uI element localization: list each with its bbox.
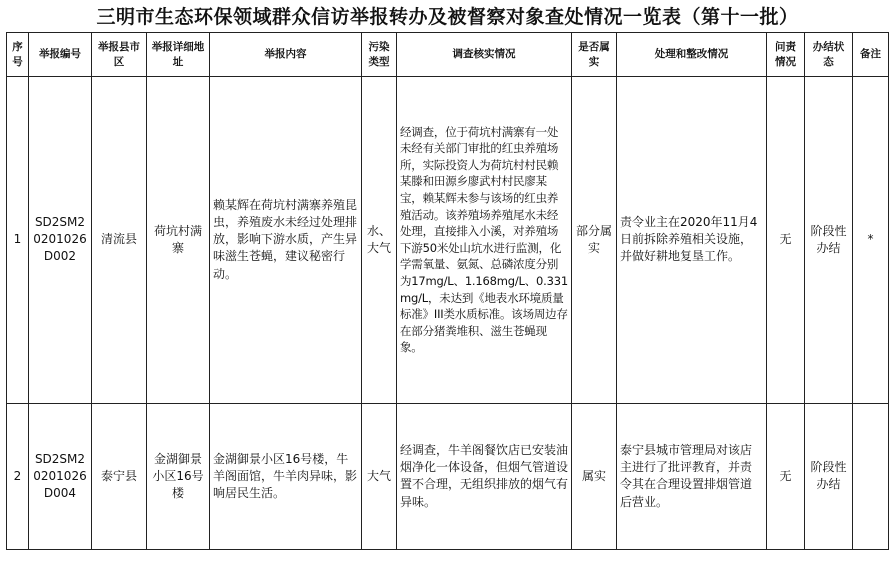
cell-handling: 责令业主在2020年11月4日前拆除养殖相关设施，并做好耕地复垦工作。 [617,77,767,404]
table-row [7,403,889,549]
cell-pollution: 水、大气 [362,77,397,404]
header-county: 举报县市区 [92,33,147,77]
cell-accountability: 无 [767,403,805,549]
header-investigation: 调查核实情况 [397,33,572,77]
header-status: 办结状态 [805,33,853,77]
report-table [6,32,889,550]
header-seq: 序号 [7,33,29,77]
cell-remark [853,403,889,549]
cell-report-no: SD2SM20201026D002 [29,77,92,404]
header-content: 举报内容 [210,33,362,77]
cell-status: 阶段性办结 [805,77,853,404]
document-title: 三明市生态环保领域群众信访举报转办及被督察对象查处情况一览表（第十一批） [96,6,799,28]
cell-handling: 泰宁县城市管理局对该店主进行了批评教育，并责令其在合理设置排烟管道后营业。 [617,403,767,549]
cell-investigation: 经调查，牛羊阁餐饮店已安装油烟净化一体设备，但烟气管道设置不合理，无组织排放的烟气有异味。 [397,403,572,549]
cell-address: 金湖御景小区16号楼 [147,403,210,549]
cell-remark: * [853,77,889,404]
header-pollution: 污染类型 [362,33,397,77]
table-header-row [7,33,889,77]
cell-content: 金湖御景小区16号楼，牛羊阁面馆，牛羊肉异味，影响居民生活。 [210,403,362,549]
header-address: 举报详细地址 [147,33,210,77]
header-verified: 是否属实 [572,33,617,77]
cell-status: 阶段性办结 [805,403,853,549]
header-accountability: 问责情况 [767,33,805,77]
cell-investigation: 经调查，位于荷坑村满寨有一处未经有关部门审批的红虫养殖场所，实际投资人为荷坑村村民赖某滕和田源乡廖武村村民廖某宝，赖某辉未参与该场的红虫养殖活动。该养殖场养殖尾水未经处理，直接排入小溪，对养殖场下游50米处山坑水进行监测，化学需氧量、氨氮、总磷浓度分别为17mg/L、1.168mg/L、0.331mg/L，未达到《地表水环境质量标准》III类水质标准。该场周边存在部分猪粪堆积、滋生苍蝇现象。 [397,77,572,404]
table-row [7,77,889,404]
header-handling: 处理和整改情况 [617,33,767,77]
cell-report-no: SD2SM20201026D004 [29,403,92,549]
cell-address: 荷坑村满寨 [147,77,210,404]
cell-content: 赖某辉在荷坑村满寨养殖昆虫，养殖废水未经过处理排放，影响下游水质，产生异味滋生苍蝇，建议秘密行动。 [210,77,362,404]
cell-seq: 2 [7,403,29,549]
cell-seq: 1 [7,77,29,404]
cell-accountability: 无 [767,77,805,404]
cell-verified: 部分属实 [572,77,617,404]
cell-pollution: 大气 [362,403,397,549]
cell-county: 泰宁县 [92,403,147,549]
cell-verified: 属实 [572,403,617,549]
header-report-no: 举报编号 [29,33,92,77]
header-remark: 备注 [853,33,889,77]
cell-county: 清流县 [92,77,147,404]
